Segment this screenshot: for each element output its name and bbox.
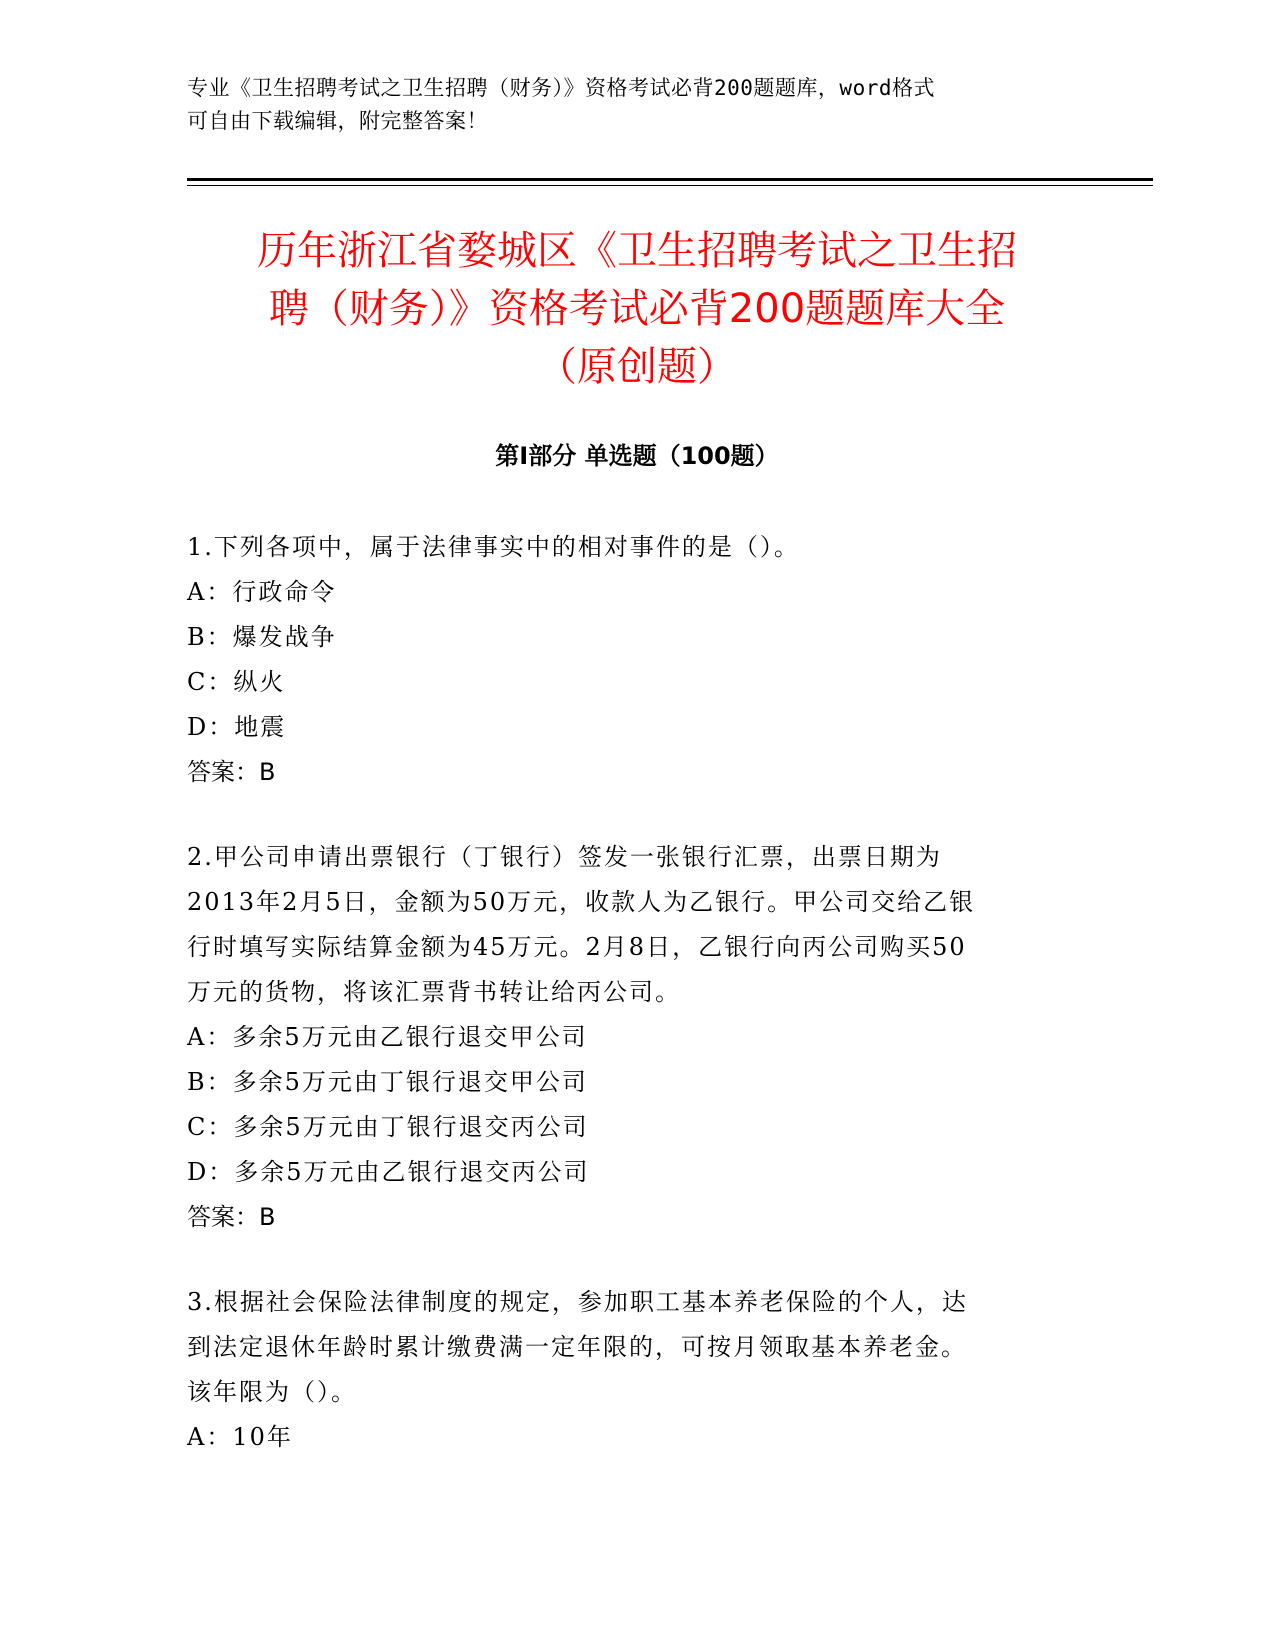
title-line: （原创题） xyxy=(537,344,737,390)
option-a: A：10年 xyxy=(187,1423,293,1451)
question-list xyxy=(187,525,1087,1500)
header-note-line: 专业《卫生招聘考试之卫生招聘（财务）》资格考试必背200题题库，word格式 xyxy=(187,76,935,100)
option-a: A：多余5万元由乙银行退交甲公司 xyxy=(187,1023,588,1051)
option-c: C：多余5万元由丁银行退交丙公司 xyxy=(187,1113,589,1141)
option-d: D：地震 xyxy=(187,713,287,741)
option-c: C：纵火 xyxy=(187,668,286,696)
header-note xyxy=(187,72,1067,138)
question-text-line: 该年限为（）。 xyxy=(187,1378,357,1406)
option-d: D：多余5万元由乙银行退交丙公司 xyxy=(187,1158,590,1186)
question-1 xyxy=(187,525,1087,795)
title-line: 历年浙江省婺城区《卫生招聘考试之卫生招 xyxy=(257,228,1017,274)
question-text-line: 2.甲公司申请出票银行（丁银行）签发一张银行汇票，出票日期为 xyxy=(187,843,942,871)
question-text-line: 3.根据社会保险法律制度的规定，参加职工基本养老保险的个人，达 xyxy=(187,1288,968,1316)
question-text-line: 1.下列各项中，属于法律事实中的相对事件的是（）。 xyxy=(187,533,800,561)
section-heading: 第Ⅰ部分 单选题（100题） xyxy=(495,442,779,470)
header-divider-thin xyxy=(187,185,1153,186)
header-divider-thick xyxy=(187,178,1153,181)
answer: 答案：B xyxy=(187,1203,276,1231)
title-line: 聘（财务）》资格考试必背200题题库大全 xyxy=(268,286,1006,332)
option-a: A：行政命令 xyxy=(187,578,337,606)
question-3 xyxy=(187,1280,1087,1460)
question-text-line: 万元的货物，将该汇票背书转让给丙公司。 xyxy=(187,978,681,1006)
option-b: B：多余5万元由丁银行退交甲公司 xyxy=(187,1068,588,1096)
option-b: B：爆发战争 xyxy=(187,623,337,651)
header-note-line: 可自由下载编辑，附完整答案！ xyxy=(187,109,488,133)
question-text-line: 行时填写实际结算金额为45万元。2月8日，乙银行向丙公司购买50 xyxy=(187,933,967,961)
document-title xyxy=(187,222,1087,396)
question-text-line: 2013年2月5日，金额为50万元，收款人为乙银行。甲公司交给乙银 xyxy=(187,888,976,916)
question-text-line: 到法定退休年龄时累计缴费满一定年限的，可按月领取基本养老金。 xyxy=(187,1333,967,1361)
answer: 答案：B xyxy=(187,758,276,786)
question-2 xyxy=(187,835,1087,1240)
